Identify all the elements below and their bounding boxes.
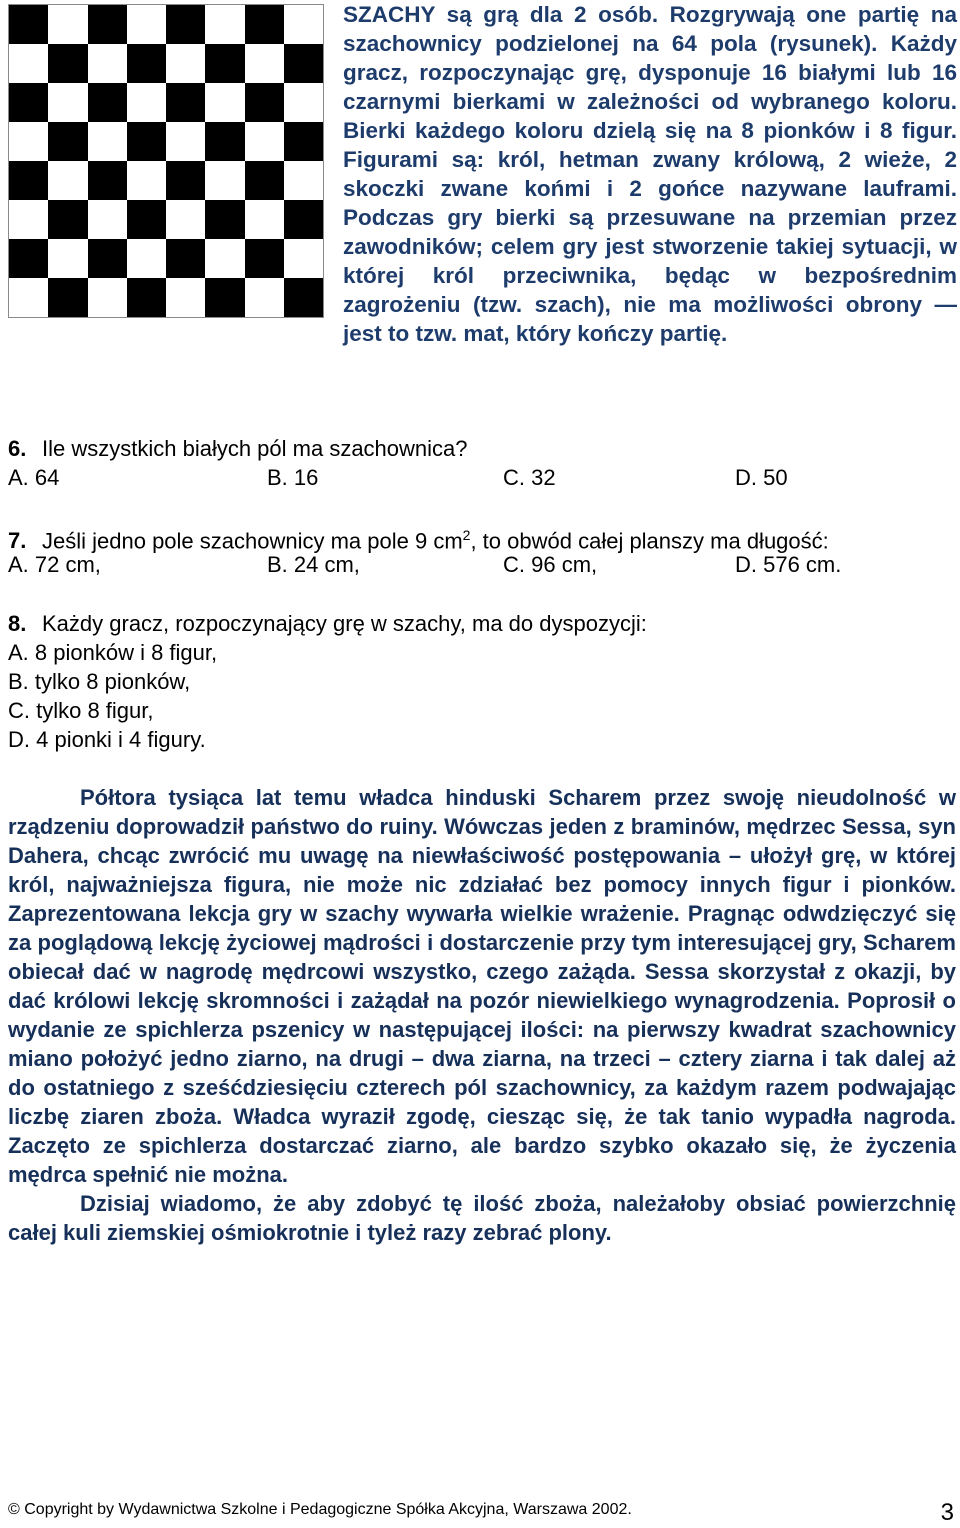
question-text-part2: , to obwód całej planszy ma długość: xyxy=(470,528,829,554)
board-square xyxy=(166,83,205,122)
board-square xyxy=(88,122,127,161)
board-square xyxy=(205,5,244,44)
board-square xyxy=(88,200,127,239)
board-square xyxy=(127,122,166,161)
option-b: B. 16 xyxy=(267,465,319,490)
option-b: B. 24 cm, xyxy=(267,552,360,577)
board-square xyxy=(245,278,284,317)
board-square xyxy=(166,239,205,278)
board-square xyxy=(48,83,87,122)
board-square xyxy=(9,122,48,161)
option-d: D. 50 xyxy=(735,465,788,490)
superscript-2: 2 xyxy=(462,527,471,543)
board-square xyxy=(245,44,284,83)
board-square xyxy=(127,83,166,122)
board-square xyxy=(48,5,87,44)
board-square xyxy=(48,278,87,317)
board-square xyxy=(127,5,166,44)
board-square xyxy=(48,200,87,239)
option-c: C. tylko 8 figur, xyxy=(8,698,154,723)
board-square xyxy=(284,44,323,83)
board-square xyxy=(245,200,284,239)
board-square xyxy=(245,83,284,122)
option-a: A. 72 cm, xyxy=(8,552,101,577)
question-number: 7. xyxy=(8,528,27,554)
board-square xyxy=(166,278,205,317)
option-c: C. 32 xyxy=(503,465,556,490)
board-square xyxy=(48,122,87,161)
option-d: D. 4 pionki i 4 figury. xyxy=(8,727,206,752)
board-square xyxy=(284,161,323,200)
question-number: 6. xyxy=(8,436,27,461)
board-square xyxy=(9,200,48,239)
board-square xyxy=(9,5,48,44)
page-number: 3 xyxy=(940,1499,954,1526)
intro-text: SZACHY są grą dla 2 osób. Rozgrywają one partię na szachownicy podzielonej na 64 pola (rysunek). Każdy gracz, rozpoczynając grę, dysponuje 16 białymi lub 16 czarnymi bierkami w zależności od wybranego koloru. Bierki każdego koloru dzielą się na 8 pionków i 8 figur. Figurami są: król, hetman zwany królową, 2 wieże, 2 skoczki zwane końmi i 2 gońce nazywane lauframi. Podczas gry bierki są przesuwane na przemian przez zawodników; celem gry jest stworzenie takiej sytuacji, w której król przeciwnika, będąc w bezpośrednim zagrożeniu (tzw. szach), nie ma możliwości obrony — jest to tzw. mat, który kończy partię. xyxy=(343,2,957,346)
story-paragraph-2: Dzisiaj wiadomo, że aby zdobyć tę ilość zboża, należałoby obsiać powierzchnię całej kuli ziemskiej ośmiokrotnie i tyleż razy zebrać plony. xyxy=(8,1191,956,1245)
board-square xyxy=(9,161,48,200)
board-square xyxy=(205,278,244,317)
board-square xyxy=(9,239,48,278)
board-square xyxy=(205,44,244,83)
board-square xyxy=(245,161,284,200)
option-a: A. 8 pionków i 8 figur, xyxy=(8,640,218,665)
question-8 xyxy=(8,609,647,638)
board-square xyxy=(284,5,323,44)
question-text-part1: Jeśli jedno pole szachownicy ma pole 9 cm xyxy=(42,528,463,554)
board-square xyxy=(48,44,87,83)
copyright-footer: © Copyright by Wydawnictwa Szkolne i Pedagogiczne Spółka Akcyjna, Warszawa 2002. xyxy=(8,1501,632,1518)
board-square xyxy=(284,200,323,239)
question-text: Każdy gracz, rozpoczynający grę w szachy, ma do dyspozycji: xyxy=(42,611,647,636)
board-square xyxy=(245,5,284,44)
board-square xyxy=(205,200,244,239)
board-square xyxy=(205,122,244,161)
board-square xyxy=(48,161,87,200)
board-square xyxy=(205,161,244,200)
question-text: Ile wszystkich białych pól ma szachownica? xyxy=(42,436,468,461)
board-square xyxy=(48,239,87,278)
board-square xyxy=(127,161,166,200)
story-paragraph-1: Półtora tysiąca lat temu władca hinduski Scharem przez swoję nieudolność w rządzeniu doprowadził państwo do ruiny. Wówczas jeden z braminów, mędrzec Sessa, syn Dahera, chcąc zwrócić mu uwagę na niewłaściwość postępowania – ułożył grę, w której król, najważniejsza figura, nie może nic zdziałać bez pomocy innych figur i pionków. Zaprezentowana lekcja gry w szachy wywarła wielkie wrażenie. Pragnąc odwdzięczyć się za poglądową lekcję życiowej mądrości i dostarczenie przy tym interesującej gry, Scharem obiecał dać w nagrodę mędrcowi wszystko, czego zażąda. Sessa skorzystał z okazji, by dać królowi lekcję skromności i zażądał na pozór niewielkiego wynagrodzenia. Poprosił o wydanie ze spichlerza pszenicy w następującej ilości: na pierwszy kwadrat szachownicy miano położyć jedno ziarno, na drugi – dwa ziarna, na trzeci – cztery ziarna i tak dalej aż do ostatniego z sześćdziesięciu czterech pól szachownicy, za każdym razem podwajając liczbę ziaren zboża. Władca wyraził zgodę, ciesząc się, że tak tanio wypadła nagroda. Zaczęto ze spichlerza dostarczać ziarno, ale bardzo szybko okazało się, że życzenia mędrca spełnić nie można. xyxy=(8,785,956,1187)
board-square xyxy=(127,200,166,239)
board-square xyxy=(88,5,127,44)
question-8-options xyxy=(8,638,217,754)
board-square xyxy=(166,44,205,83)
board-square xyxy=(166,122,205,161)
board-square xyxy=(284,239,323,278)
board-square xyxy=(245,239,284,278)
board-square xyxy=(284,122,323,161)
board-square xyxy=(9,83,48,122)
board-square xyxy=(284,83,323,122)
intro-paragraph xyxy=(343,0,957,348)
question-7-options xyxy=(8,550,938,579)
board-square xyxy=(9,278,48,317)
chessboard-image xyxy=(8,4,324,318)
board-square xyxy=(205,239,244,278)
story-section xyxy=(8,783,956,1247)
board-square xyxy=(127,239,166,278)
board-square xyxy=(166,200,205,239)
question-number: 8. xyxy=(8,611,27,636)
question-6 xyxy=(8,434,468,463)
board-square xyxy=(88,278,127,317)
board-square xyxy=(166,5,205,44)
board-square xyxy=(284,278,323,317)
board-square xyxy=(88,83,127,122)
board-square xyxy=(127,44,166,83)
board-square xyxy=(245,122,284,161)
board-square xyxy=(9,44,48,83)
question-6-options xyxy=(8,463,938,492)
board-square xyxy=(88,239,127,278)
option-b: B. tylko 8 pionków, xyxy=(8,669,191,694)
option-a: A. 64 xyxy=(8,465,60,490)
board-square xyxy=(127,278,166,317)
board-square xyxy=(88,44,127,83)
option-c: C. 96 cm, xyxy=(503,552,598,577)
board-square xyxy=(88,161,127,200)
option-d: D. 576 cm. xyxy=(735,552,842,577)
board-square xyxy=(205,83,244,122)
board-square xyxy=(166,161,205,200)
